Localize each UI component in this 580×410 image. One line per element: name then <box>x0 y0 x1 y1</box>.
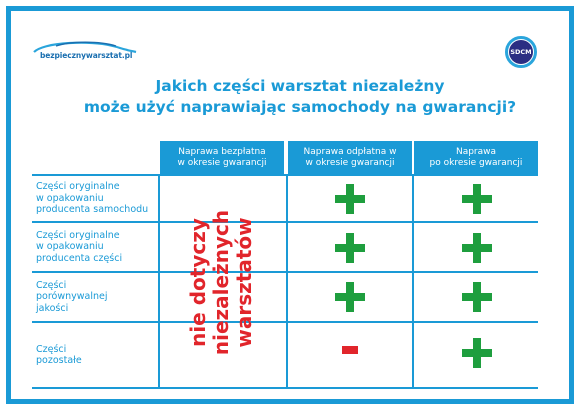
row-label-line: w opakowaniu <box>36 192 104 204</box>
not-applicable-line: warsztatów <box>232 216 257 348</box>
sdcm-badge-text: SDCM <box>510 48 532 56</box>
row-label-line: Części <box>36 343 67 355</box>
row-label-line: Części oryginalne <box>36 181 120 193</box>
not-applicable-text <box>188 209 257 354</box>
plus-icon <box>462 338 492 368</box>
column-header-line: Naprawa odpłatna w <box>303 146 397 157</box>
sdcm-badge-inner <box>509 40 533 64</box>
title-line-1: Jakich części warsztat niezależny <box>155 77 445 95</box>
logo-text: bezpiecznywarsztat.pl <box>40 51 133 60</box>
column-header-line: po okresie gwarancji <box>429 157 523 168</box>
column-header-after-warranty <box>414 141 538 174</box>
row-label-other-parts <box>32 323 156 387</box>
page-title <box>60 76 540 118</box>
row-label-line: producenta samochodu <box>36 204 149 216</box>
not-applicable-line: niezależnych <box>209 209 234 355</box>
column-header-line: Naprawa bezpłatna <box>178 146 266 157</box>
row-label-line: jakości <box>36 302 69 314</box>
column-header-paid-repair <box>288 141 412 174</box>
plus-icon <box>462 233 492 263</box>
row-divider <box>32 387 538 389</box>
plus-icon <box>462 184 492 214</box>
row-label-oem-car-maker <box>32 176 156 221</box>
row-label-line: w opakowaniu <box>36 241 104 253</box>
row-label-line: producenta części <box>36 252 123 264</box>
row-label-oem-parts-maker <box>32 223 156 271</box>
plus-icon <box>335 233 365 263</box>
not-applicable-line: nie dotyczy <box>186 217 211 347</box>
sdcm-badge <box>505 36 537 68</box>
row-label-line: Części <box>36 279 67 291</box>
site-logo[interactable] <box>30 40 140 66</box>
row-label-line: Części oryginalne <box>36 229 120 241</box>
row-label-line: porównywalnej <box>36 291 108 303</box>
not-applicable-cell <box>160 177 284 387</box>
row-label-line: pozostałe <box>36 355 82 366</box>
plus-icon <box>462 282 492 312</box>
row-label-comparable-quality <box>32 273 156 321</box>
plus-icon <box>335 282 365 312</box>
parts-table <box>32 141 538 390</box>
column-header-line: Naprawa <box>455 146 497 157</box>
title-line-2: może użyć naprawiając samochody na gwarancji? <box>83 98 517 116</box>
column-header-line: w okresie gwarancji <box>305 157 395 168</box>
column-divider <box>412 174 414 388</box>
column-header-free-repair <box>160 141 284 174</box>
minus-icon <box>342 346 358 354</box>
column-header-line: w okresie gwarancji <box>177 157 267 168</box>
column-divider <box>286 174 288 388</box>
plus-icon <box>335 184 365 214</box>
